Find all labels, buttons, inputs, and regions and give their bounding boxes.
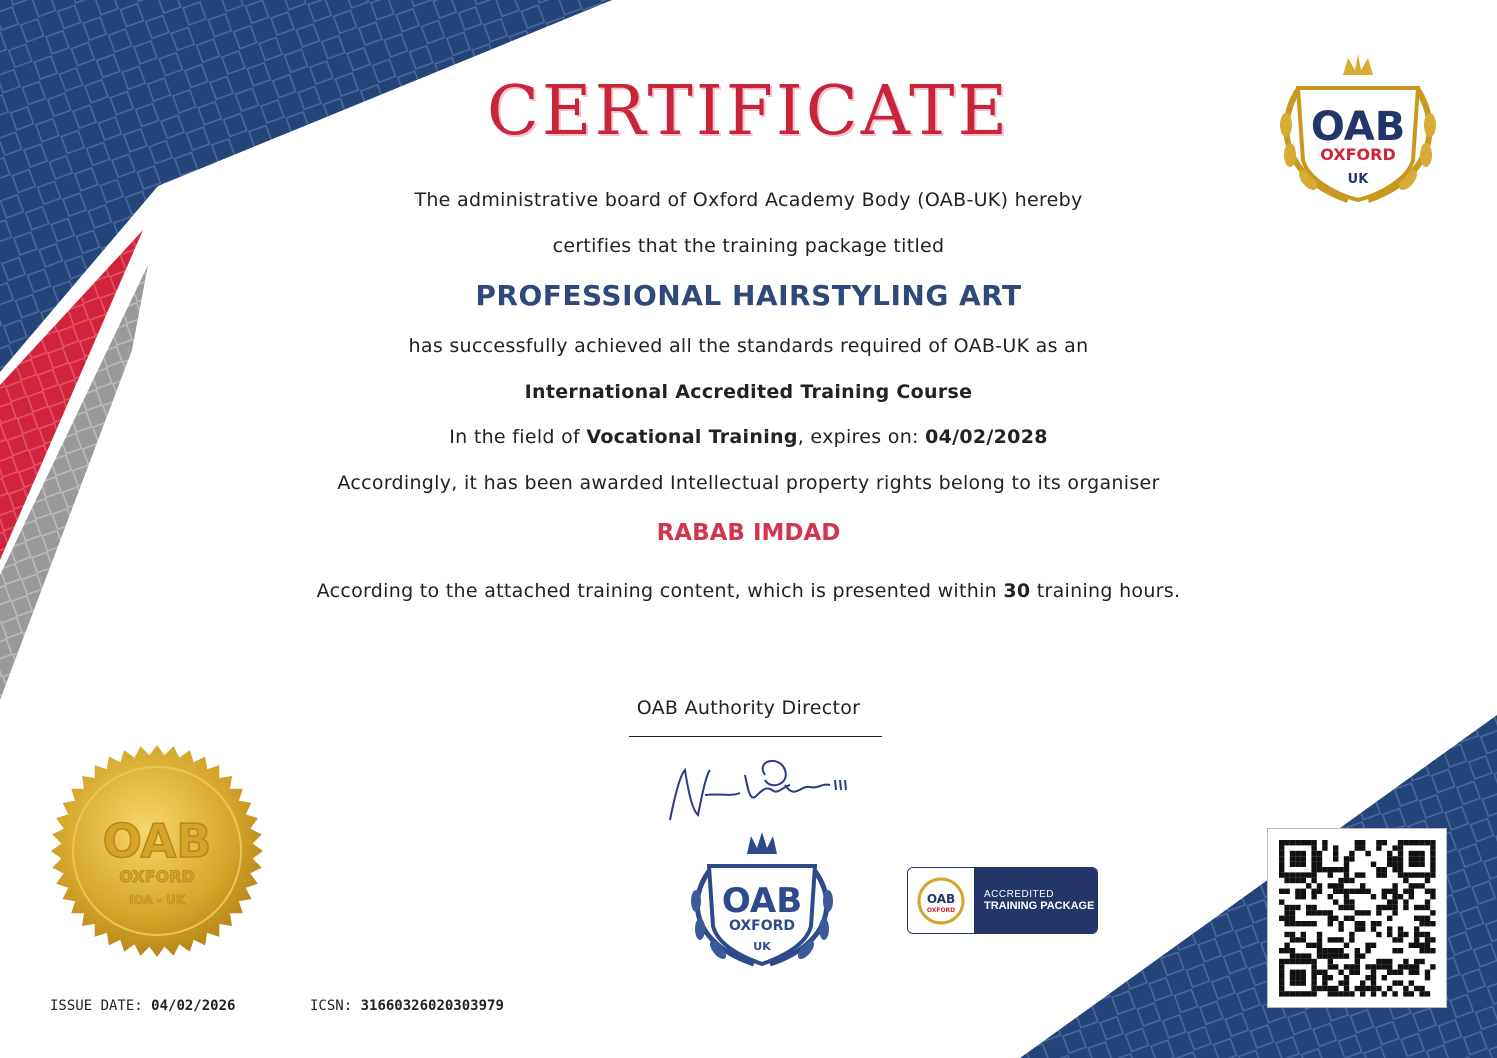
gold-seal-icon [48, 742, 266, 960]
crown-icon [747, 832, 777, 854]
course-title: PROFESSIONAL HAIRSTYLING ART [475, 279, 1022, 312]
organiser-name: RABAB IMDAD [656, 520, 841, 546]
field-value: Vocational Training [586, 426, 798, 448]
training-hours: 30 [1003, 580, 1031, 602]
center-logo-sub: OXFORD [728, 918, 796, 934]
badge-logo-sub: OXFORD [926, 906, 956, 914]
field-line [0, 426, 1497, 448]
issue-date-row [50, 998, 235, 1014]
hours-suffix: training hours. [1030, 580, 1181, 602]
field-prefix: In the field of [449, 426, 587, 448]
signature-icon [660, 755, 860, 830]
expiry-date: 04/02/2028 [925, 426, 1048, 448]
signature-line [629, 736, 882, 737]
standards-line: has successfully achieved all the standards required of OAB-UK as an [408, 335, 1089, 357]
intro-line-1: The administrative board of Oxford Academy Body (OAB-UK) hereby [414, 189, 1083, 211]
seal-sub-text: OXFORD [119, 867, 195, 886]
hours-prefix: According to the attached training content, which is presented within [316, 580, 1004, 602]
badge-logo-main: OAB [926, 891, 956, 906]
qr-code-icon [1268, 829, 1446, 1007]
rights-line: Accordingly, it has been awarded Intellectual property rights belong to its organiser [337, 472, 1160, 494]
logo-sub-text: OXFORD [1320, 145, 1396, 164]
badge-logo [908, 868, 974, 933]
badge-logo-icon [915, 875, 967, 927]
logo-country-text: UK [1347, 172, 1369, 187]
seal-country-text: IOA - UK [128, 893, 186, 907]
certificate-title: CERTIFICATE [486, 72, 1011, 151]
intro-line-2: certifies that the training package titled [552, 235, 945, 257]
crown-icon [1343, 54, 1373, 75]
accreditation-type: International Accredited Training Course [524, 381, 973, 403]
center-logo-country: UK [753, 940, 771, 953]
icsn-label: ICSN: [310, 998, 353, 1014]
hours-line [0, 580, 1497, 602]
accredited-badge [907, 867, 1098, 934]
expires-prefix: , expires on: [797, 426, 926, 448]
oab-logo-center [684, 826, 840, 968]
badge-line-1: ACCREDITED [984, 889, 1055, 900]
signatory-title: OAB Authority Director [636, 697, 861, 719]
oab-logo-top [1268, 50, 1448, 210]
logo-main-text: OAB [1310, 104, 1406, 150]
issue-date-label: ISSUE DATE: [50, 998, 143, 1014]
icsn-row [310, 998, 504, 1014]
seal-main-text: OAB [102, 814, 212, 868]
icsn-value: 31660326020303979 [360, 998, 504, 1014]
qr-code[interactable] [1267, 828, 1447, 1008]
issue-date-value: 04/02/2026 [151, 998, 236, 1014]
center-logo-main: OAB [721, 881, 803, 921]
badge-text [974, 868, 1097, 933]
badge-line-2: TRAINING PACKAGE [984, 900, 1095, 912]
